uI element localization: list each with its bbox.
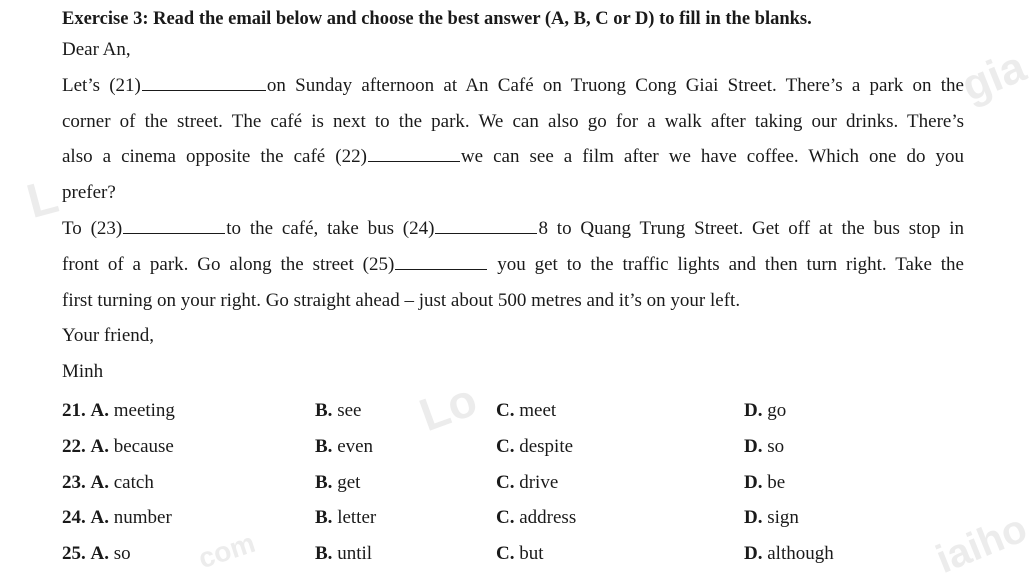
option-letter: C. xyxy=(496,543,515,565)
watermark-iaiho: iaiho xyxy=(929,506,1033,582)
option-text: but xyxy=(519,543,544,565)
option-text: sign xyxy=(767,507,799,529)
option-letter: D. xyxy=(744,400,763,421)
option-letter: B. xyxy=(315,435,333,457)
option-24-b[interactable] xyxy=(315,500,376,536)
option-text: letter xyxy=(337,507,377,529)
question-number: 24. xyxy=(62,507,86,529)
question-number: 22. xyxy=(62,435,86,457)
exercise-document xyxy=(62,6,964,390)
option-letter: D. xyxy=(744,435,763,457)
question-number: 21. xyxy=(62,400,86,421)
blank-22[interactable] xyxy=(368,147,460,162)
option-text: although xyxy=(767,543,834,565)
watermark-l: L xyxy=(21,170,64,229)
email-line-3-end: we can see a film after we have coffee. Which one do you xyxy=(460,146,964,168)
answer-options xyxy=(62,393,962,572)
option-text: go xyxy=(767,400,787,421)
option-23-d[interactable] xyxy=(744,465,785,501)
option-22-a[interactable] xyxy=(62,429,174,465)
option-letter: C. xyxy=(496,471,515,493)
email-line-5-mid: to the café, take bus (24) xyxy=(226,217,435,239)
option-letter: B. xyxy=(315,507,333,529)
option-letter: B. xyxy=(315,471,333,493)
option-letter: A. xyxy=(90,435,109,457)
option-text: meeting xyxy=(113,400,175,421)
option-25-c[interactable] xyxy=(496,536,544,572)
email-line-4: prefer? xyxy=(62,182,116,204)
option-21-a[interactable] xyxy=(62,393,175,429)
option-letter: B. xyxy=(315,400,333,421)
question-row xyxy=(62,536,962,572)
option-23-b[interactable] xyxy=(315,465,360,501)
email-line-1 xyxy=(62,68,964,104)
email-line-3 xyxy=(62,139,964,175)
email-line-6-end: you get to the traffic lights and then turn right. Take the xyxy=(488,253,964,275)
watermark-gia: gia xyxy=(954,41,1033,112)
exercise-title: Exercise 3: Read the email below and choose the best answer (A, B, C or D) to fill in the blanks. xyxy=(62,9,812,29)
option-letter: B. xyxy=(315,543,333,565)
email-greeting: Dear An, xyxy=(62,39,131,60)
option-text: catch xyxy=(113,471,154,493)
option-text: even xyxy=(337,435,374,457)
option-letter: D. xyxy=(744,471,763,493)
option-24-c[interactable] xyxy=(496,500,576,536)
option-23-a[interactable] xyxy=(62,465,154,501)
email-line-7: first turning on your right. Go straight ahead – just about 500 metres and it’s on your left. xyxy=(62,289,741,311)
email-line-5-start: To (23) xyxy=(62,217,123,239)
option-22-b[interactable] xyxy=(315,429,373,465)
option-text: see xyxy=(337,400,362,421)
option-text: because xyxy=(113,435,174,457)
option-letter: A. xyxy=(90,471,109,493)
question-row xyxy=(62,500,962,536)
email-line-3-start: also a cinema opposite the café (22) xyxy=(62,146,367,168)
option-letter: C. xyxy=(496,507,515,529)
blank-23[interactable] xyxy=(123,219,225,234)
option-letter: D. xyxy=(744,543,763,565)
email-closing: Your friend, xyxy=(62,325,155,347)
option-22-c[interactable] xyxy=(496,429,573,465)
option-text: so xyxy=(767,435,785,457)
blank-24[interactable] xyxy=(435,219,537,234)
option-letter: A. xyxy=(90,400,109,421)
option-text: so xyxy=(113,543,131,565)
option-letter: C. xyxy=(496,435,515,457)
option-text: number xyxy=(113,507,172,529)
email-line-5-end: 8 to Quang Trung Street. Get off at the bus stop in xyxy=(538,217,965,239)
question-row xyxy=(62,465,962,501)
option-24-a[interactable] xyxy=(62,500,172,536)
option-21-d[interactable] xyxy=(744,393,786,429)
option-letter: C. xyxy=(496,400,515,421)
option-25-a[interactable] xyxy=(62,536,131,572)
option-25-b[interactable] xyxy=(315,536,372,572)
option-text: drive xyxy=(519,471,559,493)
question-number: 23. xyxy=(62,471,86,493)
option-text: meet xyxy=(519,400,557,421)
blank-21[interactable] xyxy=(142,76,266,91)
question-row xyxy=(62,393,962,429)
email-line-5 xyxy=(62,211,964,247)
option-21-c[interactable] xyxy=(496,393,556,429)
option-22-d[interactable] xyxy=(744,429,784,465)
blank-25[interactable] xyxy=(395,255,487,270)
email-line-2: corner of the street. The café is next to the park. We can also go for a walk after taking our drinks. There’s xyxy=(62,110,964,132)
email-line-6 xyxy=(62,247,964,283)
option-text: despite xyxy=(519,435,574,457)
option-text: be xyxy=(767,471,786,493)
question-row xyxy=(62,429,962,465)
watermark-lo: Lo xyxy=(412,372,484,442)
option-21-b[interactable] xyxy=(315,393,361,429)
email-line-1-end: on Sunday afternoon at An Café on Truong Cong Giai Street. There’s a park on the xyxy=(266,74,964,96)
option-text: get xyxy=(337,471,361,493)
option-text: until xyxy=(337,543,373,565)
watermark-com: com xyxy=(194,526,259,575)
email-line-6-start: front of a park. Go along the street (25) xyxy=(62,253,395,275)
option-24-d[interactable] xyxy=(744,500,799,536)
option-text: address xyxy=(519,507,577,529)
option-25-d[interactable] xyxy=(744,536,834,572)
option-letter: A. xyxy=(90,543,109,565)
question-number: 25. xyxy=(62,543,86,565)
email-line-1-start: Let’s (21) xyxy=(62,74,141,96)
option-23-c[interactable] xyxy=(496,465,558,501)
option-letter: D. xyxy=(744,507,763,529)
option-letter: A. xyxy=(90,507,109,529)
email-signature: Minh xyxy=(62,361,104,383)
